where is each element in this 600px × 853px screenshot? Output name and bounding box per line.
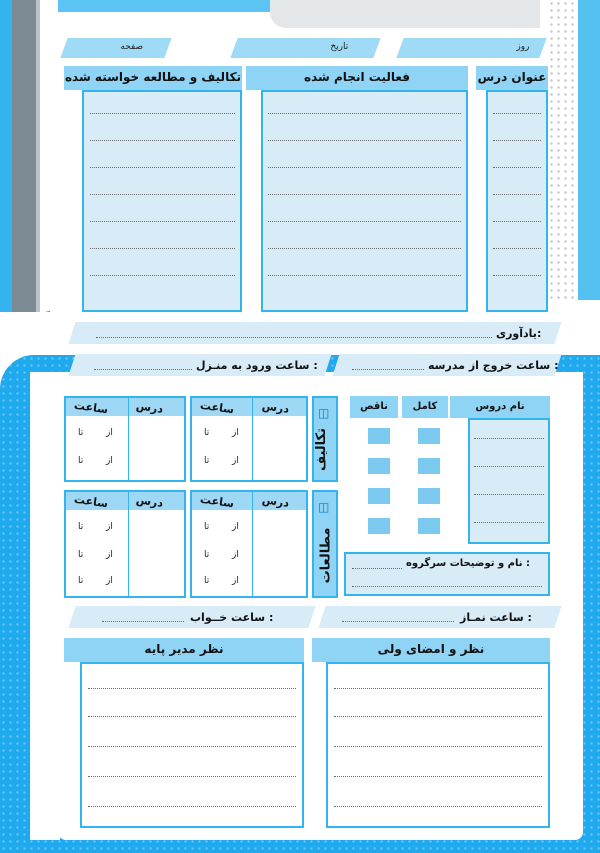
incomplete-checkbox[interactable] (368, 458, 390, 474)
lesson-col-label: درس (135, 493, 164, 510)
lower-left-white-column (30, 372, 60, 840)
top-bar-gray (270, 0, 540, 28)
incomplete-checkbox[interactable] (368, 488, 390, 504)
row-line (268, 113, 461, 114)
to-label: تا (78, 576, 84, 586)
parent-line (334, 806, 542, 807)
row-line (268, 194, 461, 195)
homework-side-tab (312, 396, 338, 482)
home-arrival-label: ساعت ورود به منـزل : (196, 359, 318, 372)
card-divider (128, 492, 129, 596)
row-line (90, 248, 235, 249)
study-side-tab (312, 490, 338, 598)
time-col-label: ساعت (199, 492, 235, 511)
from-label: از (232, 576, 239, 586)
group-leader-line (352, 568, 402, 569)
from-label: از (106, 522, 113, 532)
complete-checkbox[interactable] (418, 428, 440, 444)
lessons-line (474, 522, 544, 523)
book-icon: ◫ (318, 500, 330, 514)
grade-head-line (88, 776, 296, 777)
row-line (493, 275, 541, 276)
done-column[interactable] (261, 90, 468, 312)
to-label: تا (204, 550, 210, 560)
row-line (90, 167, 235, 168)
to-label: تا (78, 550, 84, 560)
group-leader-line (352, 586, 542, 587)
complete-header: کامل (402, 396, 448, 418)
row-line (90, 275, 235, 276)
school-exit-line (352, 369, 424, 370)
to-label: تا (204, 456, 210, 466)
homework-card[interactable] (64, 396, 186, 482)
parent-line (334, 716, 542, 717)
lessons-header: نام دروس (450, 396, 550, 418)
lessons-line (474, 466, 544, 467)
parent-line (334, 776, 542, 777)
homework-side-label: تکالیف (314, 428, 329, 471)
complete-checkbox[interactable] (418, 458, 440, 474)
homework-card[interactable] (190, 396, 308, 482)
reminder-field[interactable] (68, 322, 561, 344)
grade-head-line (88, 746, 296, 747)
page-label: صفحه (120, 42, 144, 52)
left-edge-blue-strip (0, 0, 12, 312)
row-line (493, 194, 541, 195)
incomplete-checkbox[interactable] (368, 518, 390, 534)
row-line (493, 248, 541, 249)
day-label: روز (516, 42, 530, 52)
lessons-line (474, 494, 544, 495)
row-line (90, 140, 235, 141)
from-label: از (232, 428, 239, 438)
grade-head-box[interactable] (80, 662, 304, 828)
study-side-label: مطالعات (318, 527, 334, 584)
study-card[interactable] (64, 490, 186, 598)
sleep-label: ساعت خــواب : (190, 611, 274, 624)
school-exit-label: ساعت خروج از مدرسه : (428, 359, 559, 372)
time-col-label: ساعت (73, 398, 109, 417)
from-label: از (106, 576, 113, 586)
row-line (268, 167, 461, 168)
grade-head-line (88, 806, 296, 807)
row-line (90, 221, 235, 222)
prayer-line (342, 621, 454, 622)
top-right-dots (548, 0, 576, 300)
reminder-line (96, 337, 492, 338)
date-label: تاریخ (330, 42, 349, 52)
lessons-box[interactable] (468, 418, 550, 544)
left-edge-white-curve (36, 0, 58, 312)
day-field[interactable] (396, 38, 546, 58)
homework-column-header: تکالیف و مطالعه خواسته شده (64, 66, 242, 90)
parent-line (334, 746, 542, 747)
lesson-col-label: درس (135, 399, 164, 416)
from-label: از (106, 456, 113, 466)
row-line (268, 221, 461, 222)
grade-head-box-header: نظر مدیر پایه (64, 638, 304, 662)
to-label: تا (204, 522, 210, 532)
book-icon: ◫ (318, 406, 330, 420)
homework-column[interactable] (82, 90, 242, 312)
parent-box-header: نظر و امضای ولی (312, 638, 550, 662)
row-line (268, 248, 461, 249)
reminder-label: یادآوری: (496, 327, 542, 340)
row-line (90, 194, 235, 195)
lesson-col-label: درس (261, 493, 290, 510)
prayer-label: ساعت نمـاز : (460, 611, 532, 624)
row-line (268, 140, 461, 141)
from-label: از (106, 428, 113, 438)
right-edge-blue-top (578, 0, 600, 300)
done-column-header: فعالیت انجام شده (246, 66, 468, 90)
parent-box[interactable] (326, 662, 550, 828)
to-label: تا (204, 428, 210, 438)
card-divider (252, 398, 253, 480)
complete-checkbox[interactable] (418, 518, 440, 534)
to-label: تا (78, 456, 84, 466)
to-label: تا (204, 576, 210, 586)
from-label: از (232, 522, 239, 532)
lessons-line (474, 438, 544, 439)
row-line (90, 113, 235, 114)
from-label: از (232, 456, 239, 466)
to-label: تا (78, 522, 84, 532)
row-line (493, 113, 541, 114)
row-line (268, 275, 461, 276)
incomplete-header: ناقص (350, 396, 398, 418)
row-line (493, 221, 541, 222)
grade-head-line (88, 688, 296, 689)
card-divider (128, 398, 129, 480)
complete-checkbox[interactable] (418, 488, 440, 504)
row-line (493, 140, 541, 141)
to-label: تا (78, 428, 84, 438)
row-line (493, 167, 541, 168)
lesson-col-label: درس (261, 399, 290, 416)
card-divider (252, 492, 253, 596)
subject-column[interactable] (486, 90, 548, 312)
from-label: از (232, 550, 239, 560)
subject-column-header: عنوان درس (476, 66, 548, 90)
page-field[interactable] (60, 38, 171, 58)
sleep-line (102, 621, 184, 622)
study-card[interactable] (190, 490, 308, 598)
from-label: از (106, 550, 113, 560)
date-field[interactable] (230, 38, 380, 58)
parent-line (334, 688, 542, 689)
home-arrival-line (94, 369, 192, 370)
grade-head-line (88, 716, 296, 717)
incomplete-checkbox[interactable] (368, 428, 390, 444)
time-col-label: ساعت (199, 398, 235, 417)
time-col-label: ساعت (73, 492, 109, 511)
group-leader-label: نام و توضیحات سرگروه : (406, 558, 530, 569)
